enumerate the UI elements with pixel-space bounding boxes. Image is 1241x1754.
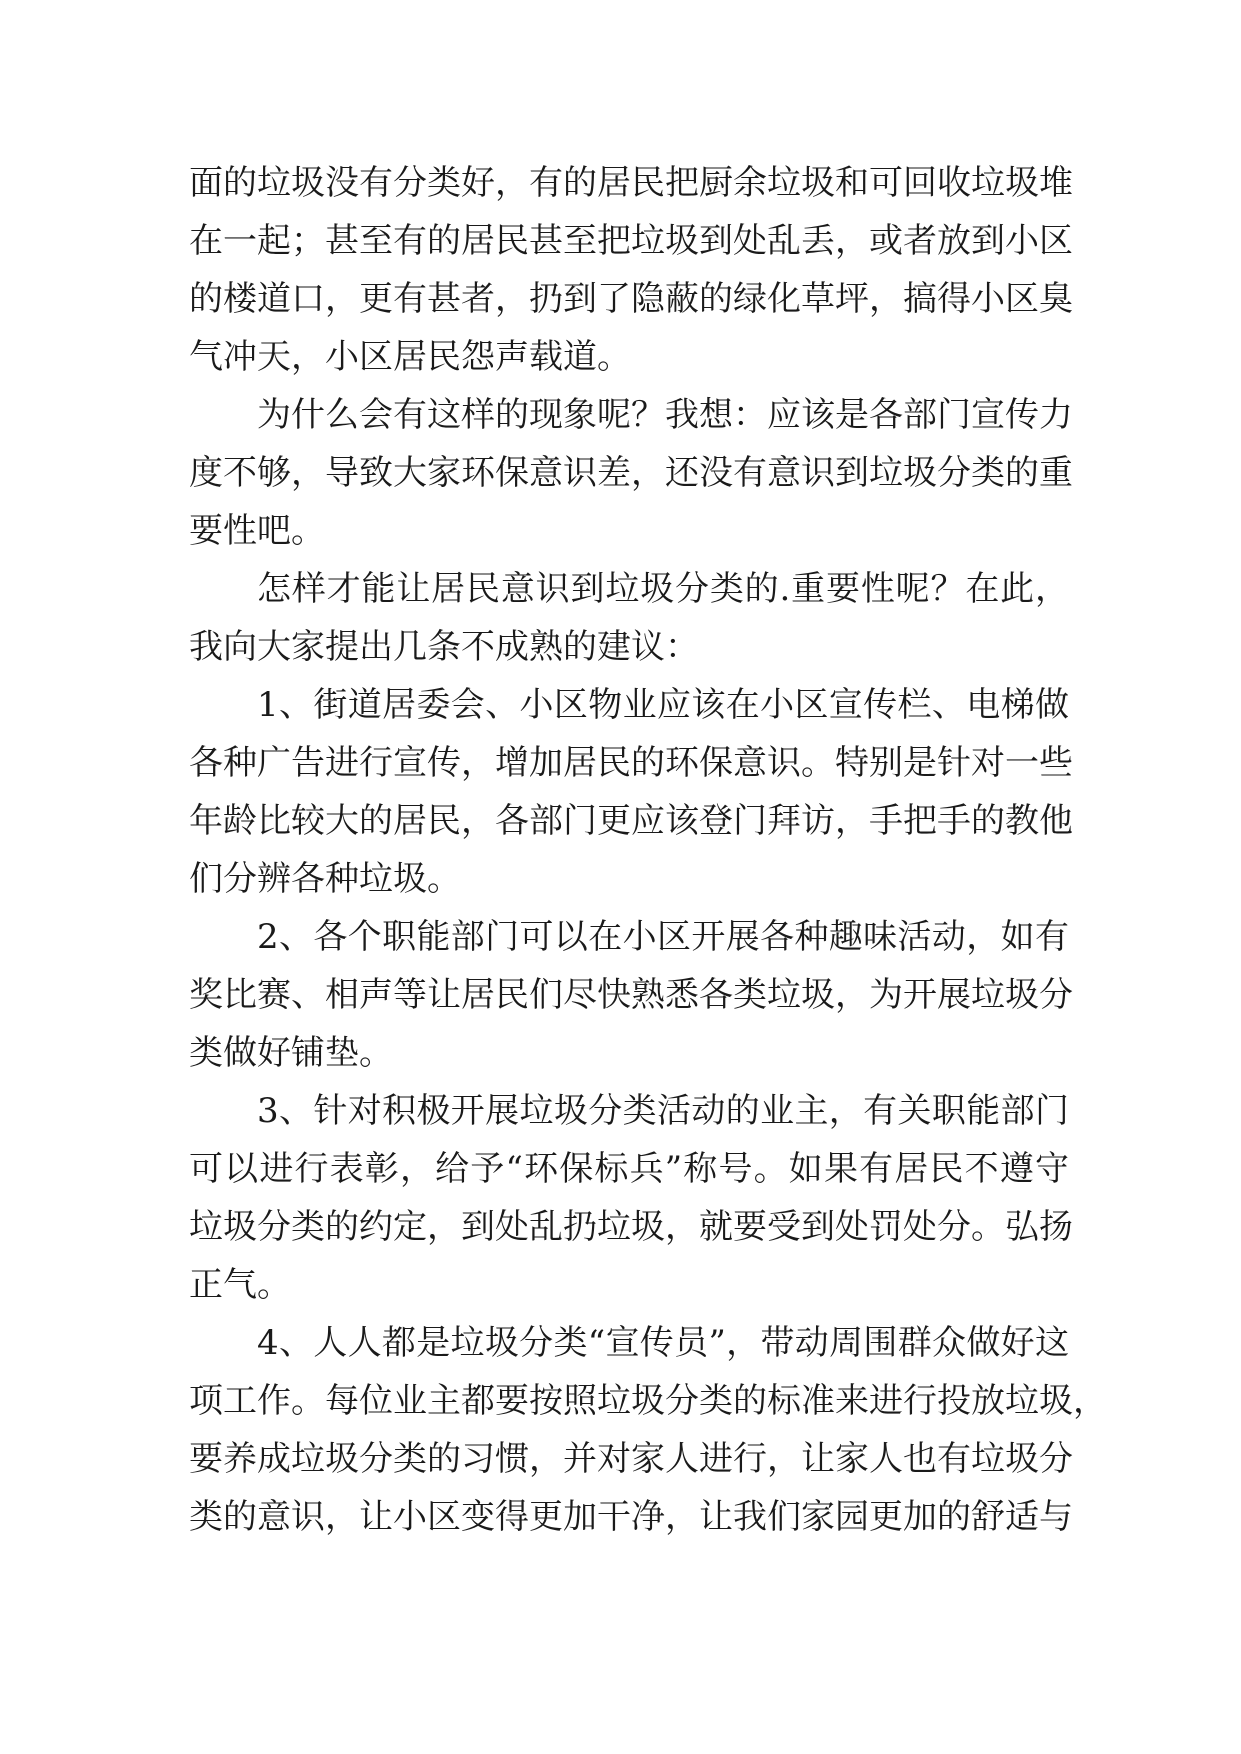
text-line: 2、各个职能部门可以在小区开展各种趣味活动，如有: [257, 917, 1069, 957]
document-body: [189, 154, 1107, 1546]
text-line: 度不够，导致大家环保意识差，还没有意识到垃圾分类的重: [189, 453, 1073, 493]
text-line: 气冲天，小区居民怨声载道。: [189, 337, 631, 377]
text-line: 4、人人都是垃圾分类“宣传员”，带动周围群众做好这: [257, 1323, 1069, 1363]
text-line: 要养成垃圾分类的习惯，并对家人进行，让家人也有垃圾分: [189, 1439, 1073, 1479]
text-line: 要性吧。: [189, 511, 325, 551]
text-line: 面的垃圾没有分类好，有的居民把厨余垃圾和可回收垃圾堆: [189, 163, 1073, 203]
text-line: 1、街道居委会、小区物业应该在小区宣传栏、电梯做: [257, 685, 1069, 725]
text-line: 我向大家提出几条不成熟的建议：: [189, 627, 699, 667]
text-line: 为什么会有这样的现象呢？我想：应该是各部门宣传力: [257, 395, 1073, 435]
text-line: 奖比赛、相声等让居民们尽快熟悉各类垃圾，为开展垃圾分: [189, 975, 1073, 1015]
text-line: 3、针对积极开展垃圾分类活动的业主，有关职能部门: [257, 1091, 1069, 1131]
text-line: 项工作。每位业主都要按照垃圾分类的标准来进行投放垃圾，: [189, 1381, 1107, 1421]
text-line: 们分辨各种垃圾。: [189, 859, 461, 899]
text-line: 怎样才能让居民意识到垃圾分类的.重要性呢？在此，: [257, 569, 1069, 609]
text-line: 正气。: [189, 1265, 291, 1305]
text-line: 的楼道口，更有甚者，扔到了隐蔽的绿化草坪，搞得小区臭: [189, 279, 1073, 319]
text-line: 在一起；甚至有的居民甚至把垃圾到处乱丢，或者放到小区: [189, 221, 1073, 261]
text-line: 各种广告进行宣传，增加居民的环保意识。特别是针对一些: [189, 743, 1073, 783]
text-line: 可以进行表彰，给予“环保标兵”称号。如果有居民不遵守: [189, 1149, 1069, 1189]
text-line: 类的意识，让小区变得更加干净，让我们家园更加的舒适与: [189, 1497, 1073, 1537]
text-line: 类做好铺垫。: [189, 1033, 393, 1073]
text-line: 垃圾分类的约定，到处乱扔垃圾，就要受到处罚处分。弘扬: [189, 1207, 1073, 1247]
text-line: 年龄比较大的居民，各部门更应该登门拜访，手把手的教他: [189, 801, 1073, 841]
